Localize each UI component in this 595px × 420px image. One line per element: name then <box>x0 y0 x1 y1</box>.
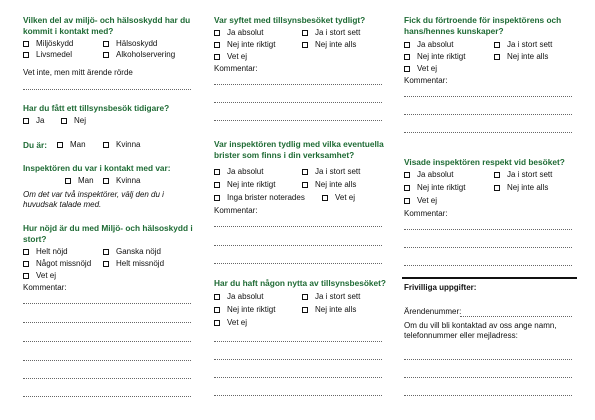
checkbox[interactable] <box>302 182 308 188</box>
checkbox[interactable] <box>214 54 220 60</box>
answer-line[interactable] <box>214 341 382 342</box>
q6-question: Var syftet med tillsynsbesöket tydligt? <box>214 15 366 25</box>
checkbox[interactable] <box>302 169 308 175</box>
q3-option-man[interactable]: Man <box>57 140 86 150</box>
case-number-label: Ärendenummer: <box>404 307 462 316</box>
comment-line[interactable] <box>214 84 382 85</box>
q6-option-ja-i-stort-sett[interactable]: Ja i stort sett <box>302 28 360 38</box>
checkbox[interactable] <box>302 307 308 313</box>
checkbox[interactable] <box>65 178 71 184</box>
checkbox[interactable] <box>103 41 109 47</box>
q6-comment-label: Kommentar: <box>214 64 258 73</box>
comment-line[interactable] <box>23 303 191 304</box>
checkbox[interactable] <box>103 142 109 148</box>
q7-option-nej-inte-alls[interactable]: Nej inte alls <box>302 180 356 190</box>
q1-option-livsmedel[interactable]: Livsmedel <box>23 50 72 60</box>
q5-option-nagot-missnojd[interactable]: Något missnöjd <box>23 259 91 269</box>
q10-comment-label: Kommentar: <box>404 209 448 218</box>
checkbox[interactable] <box>214 294 220 300</box>
checkbox[interactable] <box>214 320 220 326</box>
q6-option-vet-ej[interactable]: Vet ej <box>214 52 247 62</box>
q9-option-nej-inte-riktigt[interactable]: Nej inte riktigt <box>404 52 465 62</box>
comment-line[interactable] <box>23 396 191 397</box>
q7-option-inga-brister[interactable]: Inga brister noterades <box>214 193 305 203</box>
checkbox[interactable] <box>494 42 500 48</box>
checkbox[interactable] <box>302 294 308 300</box>
answer-line[interactable] <box>214 395 382 396</box>
q7-option-ja-i-stort-sett[interactable]: Ja i stort sett <box>302 167 360 177</box>
q9-comment-label: Kommentar: <box>404 76 448 85</box>
checkbox[interactable] <box>404 172 410 178</box>
answer-line[interactable] <box>214 377 382 378</box>
q9-option-ja-i-stort-sett[interactable]: Ja i stort sett <box>494 40 552 50</box>
checkbox[interactable] <box>494 185 500 191</box>
q1-option-halsoskydd[interactable]: Hälsoskydd <box>103 39 157 49</box>
checkbox[interactable] <box>404 198 410 204</box>
comment-line[interactable] <box>23 360 191 361</box>
checkbox[interactable] <box>214 182 220 188</box>
comment-line[interactable] <box>23 322 191 323</box>
q1-option-alkoholservering[interactable]: Alkoholservering <box>103 50 175 60</box>
checkbox[interactable] <box>214 30 220 36</box>
checkbox[interactable] <box>23 273 29 279</box>
checkbox[interactable] <box>214 169 220 175</box>
q8-option-ja-i-stort-sett[interactable]: Ja i stort sett <box>302 292 360 302</box>
q10-option-vet-ej[interactable]: Vet ej <box>404 196 437 206</box>
q10-question: Visade inspektören respekt vid besöket? <box>404 157 565 167</box>
q2-option-nej[interactable]: Nej <box>61 116 86 126</box>
q5-comment-label: Kommentar: <box>23 283 67 292</box>
q7-question: Var inspektören tydlig med vilka eventuella brister som finns i din verksamhet? <box>214 139 384 160</box>
checkbox[interactable] <box>322 195 328 201</box>
checkbox[interactable] <box>103 178 109 184</box>
q4-option-kvinna[interactable]: Kvinna <box>103 176 140 186</box>
checkbox[interactable] <box>302 30 308 36</box>
comment-line[interactable] <box>404 229 572 230</box>
q6-option-nej-inte-riktigt[interactable]: Nej inte riktigt <box>214 40 275 50</box>
comment-line[interactable] <box>214 263 382 264</box>
contact-line[interactable] <box>404 377 572 378</box>
checkbox[interactable] <box>214 42 220 48</box>
comment-line[interactable] <box>23 378 191 379</box>
comment-line[interactable] <box>23 341 191 342</box>
q7-option-vet-ej[interactable]: Vet ej <box>322 193 355 203</box>
checkbox[interactable] <box>214 307 220 313</box>
section-divider <box>402 277 577 279</box>
checkbox[interactable] <box>302 42 308 48</box>
checkbox[interactable] <box>23 249 29 255</box>
comment-line[interactable] <box>214 120 382 121</box>
q6-option-nej-inte-alls[interactable]: Nej inte alls <box>302 40 356 50</box>
case-number-line[interactable] <box>460 316 572 317</box>
q4-question: Inspektören du var i kontakt med var: <box>23 163 171 173</box>
checkbox[interactable] <box>404 54 410 60</box>
comment-line[interactable] <box>404 247 572 248</box>
q1-option-miljoskydd[interactable]: Miljöskydd <box>23 39 73 49</box>
contact-line[interactable] <box>404 395 572 396</box>
comment-line[interactable] <box>404 265 572 266</box>
comment-line[interactable] <box>214 245 382 246</box>
q9-option-vet-ej[interactable]: Vet ej <box>404 64 437 74</box>
checkbox[interactable] <box>404 185 410 191</box>
checkbox[interactable] <box>23 41 29 47</box>
checkbox[interactable] <box>404 42 410 48</box>
checkbox[interactable] <box>103 261 109 267</box>
checkbox[interactable] <box>404 66 410 72</box>
q7-option-ja-absolut[interactable]: Ja absolut <box>214 167 263 177</box>
q7-option-nej-inte-riktigt[interactable]: Nej inte riktigt <box>214 180 275 190</box>
comment-line[interactable] <box>214 102 382 103</box>
q10-option-ja-absolut[interactable]: Ja absolut <box>404 170 453 180</box>
q10-option-ja-i-stort-sett[interactable]: Ja i stort sett <box>494 170 552 180</box>
q9-option-ja-absolut[interactable]: Ja absolut <box>404 40 453 50</box>
q3-label: Du är: <box>23 140 47 150</box>
comment-line[interactable] <box>404 96 572 97</box>
checkbox[interactable] <box>214 195 220 201</box>
comment-line[interactable] <box>404 114 572 115</box>
q5-option-helt-nojd[interactable]: Helt nöjd <box>23 247 68 257</box>
contact-line[interactable] <box>404 359 572 360</box>
q2-option-ja[interactable]: Ja <box>23 116 44 126</box>
q7-comment-label: Kommentar: <box>214 206 258 215</box>
q5-question: Hur nöjd är du med Miljö- och hälsoskydd i stort? <box>23 223 193 244</box>
checkbox[interactable] <box>23 118 29 124</box>
q3-option-kvinna[interactable]: Kvinna <box>103 140 140 150</box>
q10-option-nej-inte-alls[interactable]: Nej inte alls <box>494 183 548 193</box>
q9-option-nej-inte-alls[interactable]: Nej inte alls <box>494 52 548 62</box>
q4-note: Om det var två inspektörer, välj den du i huvudsak talade med. <box>23 190 164 209</box>
checkbox[interactable] <box>57 142 63 148</box>
q10-option-nej-inte-riktigt[interactable]: Nej inte riktigt <box>404 183 465 193</box>
checkbox[interactable] <box>103 249 109 255</box>
checkbox[interactable] <box>494 172 500 178</box>
checkbox[interactable] <box>23 52 29 58</box>
q2-question: Har du fått ett tillsynsbesök tidigare? <box>23 103 170 113</box>
answer-line[interactable] <box>214 359 382 360</box>
q5-option-ganska-nojd[interactable]: Ganska nöjd <box>103 247 161 257</box>
q1-note: Vet inte, men mitt ärende rörde <box>23 68 133 77</box>
q8-option-ja-absolut[interactable]: Ja absolut <box>214 292 263 302</box>
checkbox[interactable] <box>103 52 109 58</box>
q8-option-vet-ej[interactable]: Vet ej <box>214 318 247 328</box>
optional-title: Frivilliga uppgifter: <box>404 283 477 292</box>
q5-option-helt-missnojd[interactable]: Helt missnöjd <box>103 259 164 269</box>
comment-line[interactable] <box>214 226 382 227</box>
q9-question: Fick du förtroende för inspektörens och hans/hennes kunskaper? <box>404 15 562 36</box>
checkbox[interactable] <box>61 118 67 124</box>
q8-question: Har du haft någon nytta av tillsynsbesöket? <box>214 278 386 288</box>
contact-text: Om du vill bli kontaktad av oss ange namn, telefonnummer eller mejladress: <box>404 321 557 340</box>
q1-question: Vilken del av miljö- och hälsoskydd har du kommit i kontakt med? <box>23 15 191 36</box>
answer-line[interactable] <box>23 89 191 90</box>
q8-option-nej-inte-riktigt[interactable]: Nej inte riktigt <box>214 305 275 315</box>
checkbox[interactable] <box>494 54 500 60</box>
q8-option-nej-inte-alls[interactable]: Nej inte alls <box>302 305 356 315</box>
q5-option-vet-ej[interactable]: Vet ej <box>23 271 56 281</box>
checkbox[interactable] <box>23 261 29 267</box>
comment-line[interactable] <box>404 132 572 133</box>
q6-option-ja-absolut[interactable]: Ja absolut <box>214 28 263 38</box>
q4-option-man[interactable]: Man <box>65 176 94 186</box>
